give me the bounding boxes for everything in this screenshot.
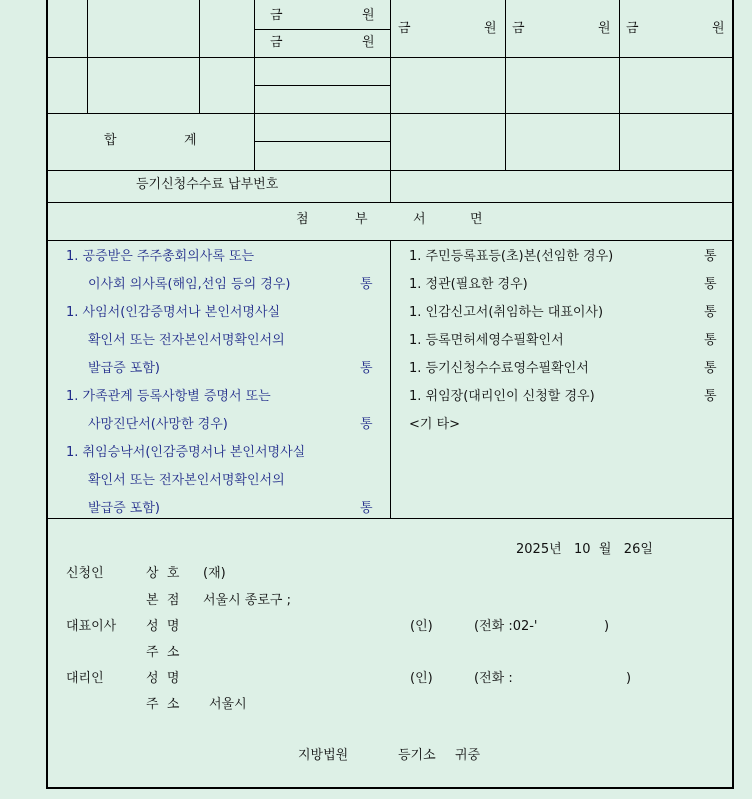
agent-addr-label: 주 소 [146, 697, 180, 712]
rep-phone-close: ) [604, 619, 610, 634]
addressee: 귀중 [455, 748, 481, 763]
rep-name-label: 성 명 [146, 619, 180, 634]
amount-col-3-prefix: 금 [626, 21, 639, 36]
right-item-5-text: 1. 등기신청수수료영수필확인서 [409, 361, 589, 376]
right-item-1-unit: 통 [704, 249, 717, 264]
right-item-5-unit: 통 [704, 361, 717, 376]
won-cell-2-suffix: 원 [362, 35, 375, 50]
agent-seal: (인) [410, 671, 433, 686]
row-line-g [46, 202, 732, 203]
col-line-5 [505, 0, 506, 170]
left-item-3-line1: 1. 가족관계 등록사항별 증명서 또는 [66, 389, 271, 404]
agent-label: 대리인 [66, 671, 104, 686]
outer-left-border [46, 0, 48, 789]
amount-col-1-prefix: 금 [398, 21, 411, 36]
left-item-2-line3: 발급증 포함) [88, 361, 160, 376]
rep-addr-label: 주 소 [146, 645, 180, 660]
head-office-label: 본 점 [146, 593, 180, 608]
left-item-3-unit: 통 [360, 417, 373, 432]
row-line-e [254, 141, 390, 142]
left-item-4-line1: 1. 취임승낙서(인감증명서나 본인서명사실 [66, 445, 306, 460]
row-line-h [46, 240, 732, 241]
agent-name-label: 성 명 [146, 671, 180, 686]
col-line-4 [390, 0, 391, 202]
row-line-a [254, 29, 390, 30]
amount-col-1-suffix: 원 [484, 21, 497, 36]
attach-title-2: 부 [355, 212, 368, 227]
amount-col-2-prefix: 금 [512, 21, 525, 36]
total-label-b: 계 [184, 133, 197, 148]
left-item-1-line2: 이사회 의사록(해임,선임 등의 경우) [88, 277, 291, 292]
attach-title-3: 서 [413, 212, 426, 227]
outer-bottom-border [46, 787, 734, 789]
left-item-1-line1: 1. 공증받은 주주총회의사록 또는 [66, 249, 255, 264]
right-item-1-text: 1. 주민등록표등(초)본(선임한 경우) [409, 249, 614, 264]
rep-label: 대표이사 [66, 619, 117, 634]
fee-row-label: 등기신청수수료 납부번호 [136, 177, 279, 192]
row-line-b [46, 57, 732, 58]
agent-phone-close: ) [626, 671, 632, 686]
rep-seal: (인) [410, 619, 433, 634]
outer-right-border [732, 0, 734, 789]
won-cell-1-prefix: 금 [270, 8, 283, 23]
right-item-4-text: 1. 등록면허세영수필확인서 [409, 333, 564, 348]
right-item-4-unit: 통 [704, 333, 717, 348]
other-label: <기 타> [409, 417, 461, 432]
left-item-4-line3: 발급증 포함) [88, 501, 160, 516]
applicant-label: 신청인 [66, 566, 104, 581]
col-line-6 [619, 0, 620, 170]
left-item-2-unit: 통 [360, 361, 373, 376]
row-line-f [46, 170, 732, 171]
head-office-value: 서울시 종로구 ; [203, 593, 291, 608]
attach-divider [390, 240, 391, 518]
court-name: 지방법원 [298, 748, 349, 763]
left-item-4-unit: 통 [360, 501, 373, 516]
right-item-6-text: 1. 위임장(대리인이 신청할 경우) [409, 389, 595, 404]
row-line-d [46, 113, 732, 114]
agent-addr-value: 서울시 [209, 697, 247, 712]
right-item-2-unit: 통 [704, 277, 717, 292]
amount-col-3-suffix: 원 [712, 21, 725, 36]
left-item-2-line1: 1. 사임서(인감증명서나 본인서명사실 [66, 305, 281, 320]
right-item-3-unit: 통 [704, 305, 717, 320]
left-item-4-line2: 확인서 또는 전자본인서명확인서의 [88, 473, 285, 488]
left-item-1-unit: 통 [360, 277, 373, 292]
rep-phone: (전화 :02-' [474, 619, 538, 634]
row-line-i [46, 518, 732, 519]
registry-name: 등기소 [398, 748, 436, 763]
trade-name-label: 상 호 [146, 566, 180, 581]
row-line-c [254, 85, 390, 86]
won-cell-1-suffix: 원 [362, 8, 375, 23]
agent-phone: (전화 : [474, 671, 513, 686]
total-label-a: 합 [104, 133, 117, 148]
trade-name-value: (재) [203, 566, 226, 581]
attach-title-1: 첨 [296, 212, 309, 227]
application-date: 2025년 10 월 26일 [516, 542, 653, 557]
attach-title-4: 면 [470, 212, 483, 227]
left-item-3-line2: 사망진단서(사망한 경우) [88, 417, 228, 432]
right-item-6-unit: 통 [704, 389, 717, 404]
amount-col-2-suffix: 원 [598, 21, 611, 36]
right-item-3-text: 1. 인감신고서(취임하는 대표이사) [409, 305, 604, 320]
right-item-2-text: 1. 정관(필요한 경우) [409, 277, 528, 292]
left-item-2-line2: 확인서 또는 전자본인서명확인서의 [88, 333, 285, 348]
won-cell-2-prefix: 금 [270, 35, 283, 50]
